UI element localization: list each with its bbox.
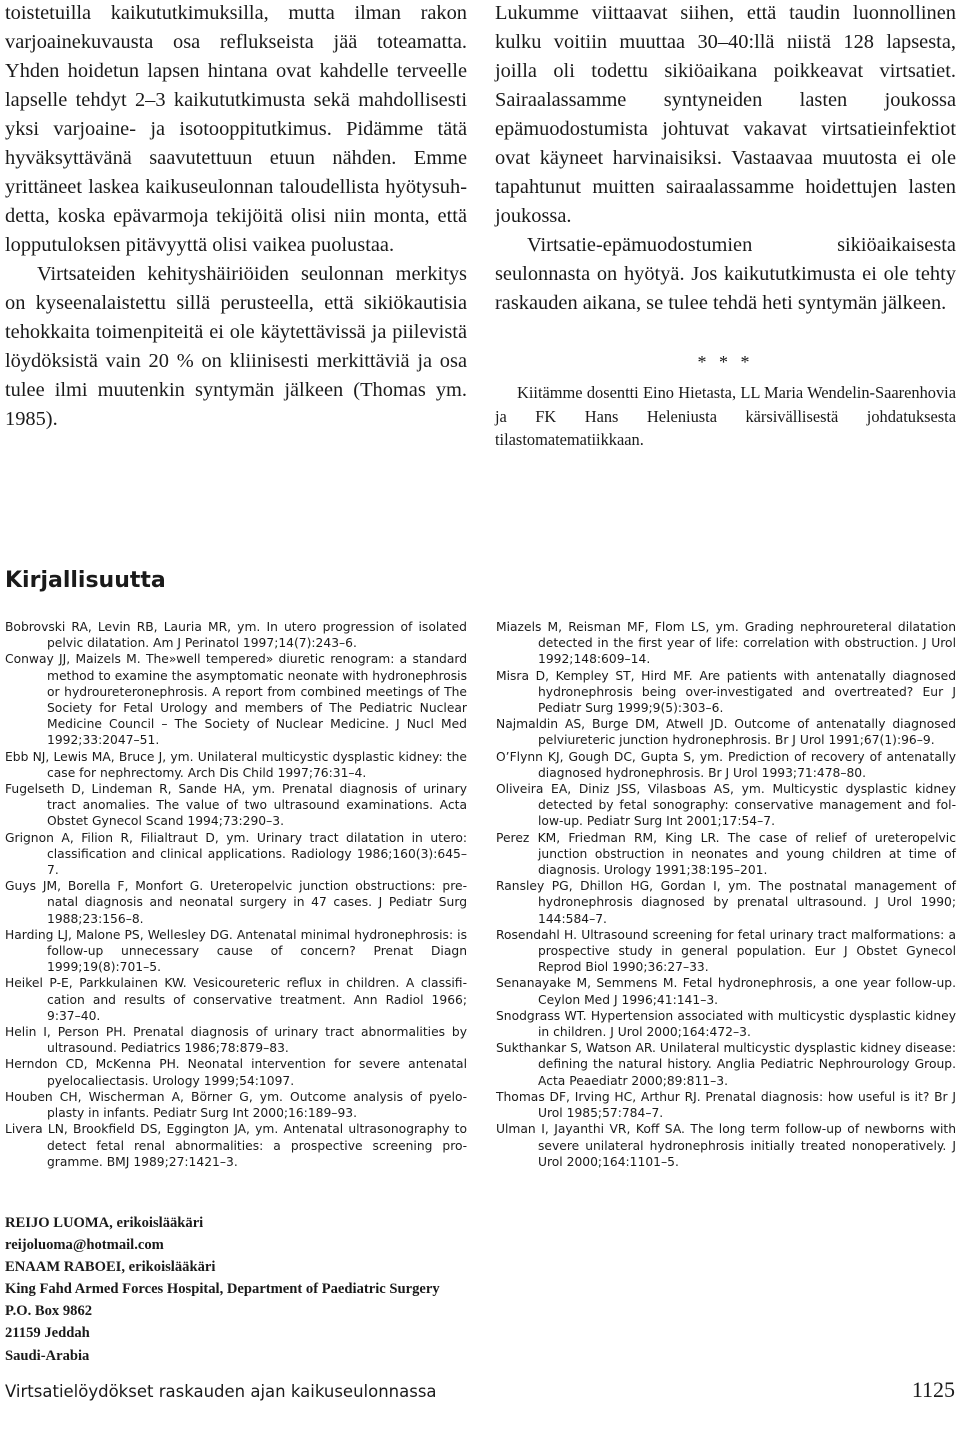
author-email-link[interactable]: reijoluoma@hotmail.com [5, 1237, 164, 1254]
running-footer-title: Virtsatielöydökset raskauden ajan kaikuseulonnassa [5, 1382, 437, 1401]
page-number: 1125 [911, 1377, 955, 1402]
reference-item: Najmaldin AS, Burge DM, Atwell JD. Outcome of antenatally diagnosed pelviureteric junction hydronephrosis. Br J Urol 1991;67(1):96–9. [496, 717, 956, 748]
reference-item: Harding LJ, Malone PS, Wellesley DG. Antenatal minimal hydronephrosis: is follow-up unnecessary cause of concern? Prenat Diagn 1999;19(8):701–5. [5, 927, 467, 975]
reference-item: Senanayake M, Semmens M. Fetal hydronephrosis, a one year follow-up. Ceylon Med J 1996;41:141–3. [496, 976, 956, 1007]
reference-item: Heikel P-E, Parkkulainen KW. Vesicoureteric reflux in children. A classification and results of conservative treatment. Ann Radiol 1966; 9:37–40. [5, 976, 467, 1023]
reference-item: Houben CH, Wischerman A, Börner G, ym. Outcome analysis of pyeloplasty in infants. Pediatr Surg Int 2000;16:189–93. [5, 1089, 467, 1121]
reference-item: O’Flynn KJ, Gough DC, Gupta S, ym. Prediction of recovery of antenatally diagnosed hydronephrosis. Br J Urol 1993;71:478–80. [496, 749, 956, 780]
reference-item: Ebb NJ, Lewis MA, Bruce J, ym. Unilateral multicystic dysplastic kidney: the case for nephrectomy. Arch Dis Child 1997;76:31–4. [5, 749, 467, 780]
section-separator: * * * [697, 352, 754, 372]
references-heading: Kirjallisuutta [5, 568, 166, 593]
reference-item: Miazels M, Reisman MF, Flom LS, ym. Grading nephroureteral dilatation detected in the first year of life: correlation with obstruction. J Urol 1992;148:609–14. [496, 620, 956, 667]
reference-item: Grignon A, Filion R, Filialtraut D, ym. Urinary tract dilatation in utero: classification and clinical applications. Radiology 1986;160(3):645–7. [5, 830, 467, 878]
postal-city: 21159 Jeddah [5, 1325, 90, 1342]
body-column-right [495, 0, 956, 452]
reference-item: Fugelseth D, Lindeman R, Sande HA, ym. Prenatal diagnosis of urinary tract anomalies. The value of two ultrasound examinations. Acta Obstet Gynecol Scand 1994;73:290–3. [5, 782, 467, 829]
reference-item: Snodgrass WT. Hypertension associated with multicystic dysplastic kidney in children. J Urol 2000;164:472–3. [496, 1008, 956, 1040]
reference-item: Thomas DF, Irving HC, Arthur RJ. Prenatal diagnosis: how useful is it? Br J Urol 1985;57:784–7. [496, 1089, 956, 1121]
reference-item: Rosendahl H. Ultrasound screening for fetal urinary tract malformations: a prospective study in general population. Eur J Obstet Gynecol Reprod Biol 1990;36:27–33. [496, 927, 956, 975]
author-institution: King Fahd Armed Forces Hospital, Department of Paediatric Surgery [5, 1281, 440, 1298]
body-paragraph: toistetuilla kaikututkimuksilla, mutta ilman rakon varjoainekuvausta osa reflukseista jää toteamatta. Yhden hoidetun lapsen hintana ovat kahdelle terveelle lapselle tehdyt 2–3 kaikututkimusta sekä mahdollisesti yksi varjoaine- ja isotooppitutkimus. Pidämme tätä hyväksyttävänä saavutettuun etuun nähden. Emme yrittäneet laskea kaikuseulonnan taloudellista hyötysuhdetta, koska epävarmoja tekijöitä olisi niin monta, että lopputuloksen pitävyyttä olisi vaikea puolustaa. [5, 2, 467, 256]
body-paragraph: Virtsatie-epämuodostumien sikiöaikaisesta seulonnasta on hyötyä. Jos kaikututkimusta ei ole tehty raskauden aikana, se tulee tehdä heti syntymän jälkeen. [495, 234, 956, 314]
reference-item: Guys JM, Borella F, Monfort G. Ureteropelvic junction obstructions: prenatal diagnosis and neonatal surgery in 47 cases. J Pediatr Surg 1988;23:156–8. [5, 879, 467, 926]
postal-box: P.O. Box 9862 [5, 1303, 93, 1320]
reference-list-left [5, 619, 467, 1170]
body-paragraph: Virtsateiden kehityshäiriöiden seulonnan merkitys on kyseenalaistettu sillä perusteella, että sikiökautisia tehokkaita toimenpiteitä ei ole käytettävissä ja piilevistä löydöksistä vain 20 % on kliinisesti merkittäviä ja osa tulee ilmi muutenkin syntymän jälkeen (Thomas ym. 1985). [5, 263, 467, 430]
reference-item: Misra D, Kempley ST, Hird MF. Are patients with antenatally diagnosed hydronephrosis being over-investigated and overtreated? Eur J Pediatr Surg 1999;9(5):303–6. [496, 668, 956, 716]
postal-country: Saudi-Arabia [5, 1347, 90, 1364]
reference-item: Sukthankar S, Watson AR. Unilateral multicystic dysplastic kidney disease: defining the natural history. Anglia Pediatric Nephrourology Group. Acta Peaediatr 2000;89:811–3. [496, 1041, 956, 1088]
reference-item: Ransley PG, Dhillon HG, Gordan I, ym. The postnatal management of hydronephrosis diagnosed by prenatal ultrasound. J Urol 1990; 144:584–7. [496, 879, 956, 926]
reference-list-right [496, 619, 956, 1170]
reference-item: Oliveira EA, Diniz JSS, Vilasboas AS, ym. Multicystic dysplastic kidney detected by fetal sonography: conservative management and follow-up. Pediatr Surg Int 2001;17:54–7. [496, 782, 956, 829]
reference-item: Ulman I, Jayanthi VR, Koff SA. The long term follow-up of newborns with severe unilateral hydronephrosis initially treated nonoperatively. J Urol 2000;164:1101–5. [496, 1122, 956, 1169]
author-name: REIJO LUOMA, erikoislääkäri [5, 1215, 204, 1231]
body-column-left [5, 0, 467, 434]
author-name: ENAAM RABOEI, erikoislääkäri [5, 1259, 216, 1276]
reference-item: Herndon CD, McKenna PH. Neonatal intervention for severe antenatal pyelocaliectasis. Urology 1999;54:1097. [5, 1057, 467, 1088]
body-paragraph: Lukumme viittaavat siihen, että taudin luonnollinen kulku voitiin muuttaa 30–40:llä niistä 128 lapsesta, joilla oli todettu sikiöaikana poikkeavat virtsatiet. Sairaalassamme syntyneiden lasten joukossa epämuodostumista johtuvat vakavat virtsatieinfektiot ovat käyneet harvinaisiksi. Vastaavaa muutosta ei ole tapahtunut muitten sairaalassamme hoidettujen lasten joukossa. [495, 2, 956, 227]
reference-item: Bobrovski RA, Levin RB, Lauria MR, ym. In utero progression of isolated pelvic dilatation. Am J Perinatol 1997;14(7):243–6. [5, 620, 467, 651]
reference-item: Livera LN, Brookfield DS, Eggington JA, ym. Antenatal ultrasonography to detect fetal renal abnormalities: a prospective screening programme. BMJ 1989;27:1421–3. [5, 1122, 467, 1169]
reference-item: Helin I, Person PH. Prenatal diagnosis of urinary tract abnormalities by ultrasound. Pediatrics 1986;78:879–83. [5, 1025, 467, 1056]
author-contact-block [5, 1212, 565, 1367]
acknowledgement: Kiitämme dosentti Eino Hietasta, LL Maria Wendelin-Saarenhovia ja FK Hans Heleniusta kärsivällisestä johdatuksesta tilastomatematiikkaan. [495, 383, 956, 449]
reference-item: Conway JJ, Maizels M. The»well tempered» diuretic renogram: a standard method to examine the asymptomatic neonate with hydronephrosis or hydroureteronephrosis. A report from combined meetings of The Society for Fetal Urology and members of The Pediatric Nuclear Medicine Council – The Society of Nuclear Medicine. J Nucl Med 1992;33:2047–51. [5, 652, 467, 748]
reference-item: Perez KM, Friedman RM, King LR. The case of relief of ureteropelvic junction obstruction in neonates and young children at time of diagnosis. Urology 1991;38:195–201. [496, 830, 956, 878]
